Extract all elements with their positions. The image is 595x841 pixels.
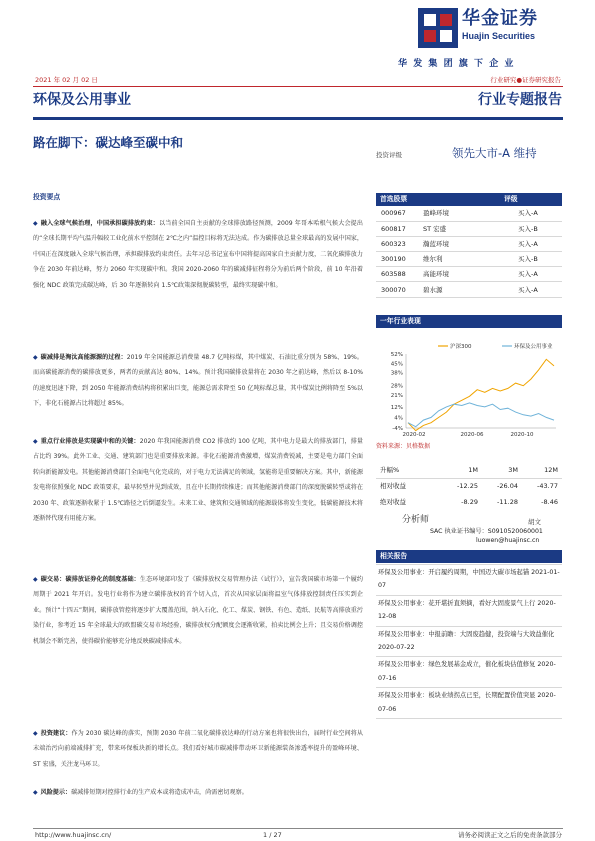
stock-code: 600817 xyxy=(376,221,418,236)
market-section-title: 一年行业表现 xyxy=(380,317,421,325)
table-row[interactable] xyxy=(376,252,562,267)
y-tick-label: -4% xyxy=(392,426,403,432)
related-reports-title: 相关报告 xyxy=(380,552,408,560)
related-reports-header xyxy=(376,550,562,563)
key-point-paragraph xyxy=(33,726,363,772)
key-point-paragraph xyxy=(33,216,363,293)
stock-name: 碧水源 xyxy=(418,282,513,297)
legend-label: 沪深300 xyxy=(450,344,472,350)
page-title: 路在脚下：碳达峰至碳中和 xyxy=(33,135,184,150)
bullet-icon: ◆ xyxy=(33,576,38,583)
disclaimer-note: 请务必阅读正文之后的免责条款部分 xyxy=(458,831,562,839)
key-point-text: 生态环境部印发了《碳排放权交易管理办法（试行）》，宣告我国碳市场第一个履约周期于 2021 年开启。发电行业将作为建立碳排放权的首个切入点，首次从国家层面将温室气体排放控制责任压实到企业。预计“十四五”期间，碳排放管控将逐步扩大覆盖范围，纳入石化、化工、煤炭、钢铁、有色、造纸、民航等高排放重污染行业，参考近 15 年全球最大的欧盟碳交易市场经验，碳排放权分配额度会逐渐收紧，拍卖比例会上升；且交易价格调控机制会不断完善，使得碳价能够充分地反映碳减排成本。 xyxy=(33,576,363,645)
table-row xyxy=(376,478,562,494)
brand-name-en: Huajin Securities xyxy=(462,31,536,41)
cell-value: -12.25 xyxy=(457,482,478,491)
bullet-icon: ◆ xyxy=(33,789,38,796)
key-point-paragraph xyxy=(33,434,363,526)
stock-table-header xyxy=(376,193,562,206)
brand-name-cn: 华金证券 xyxy=(462,8,538,29)
related-report-item[interactable]: 环保及公用事业：绿色发展基金成立，催化板块估值修复 2020-07-16 xyxy=(376,657,562,688)
key-points-title: 投资要点 xyxy=(33,193,61,201)
stock-rating: 买入-B xyxy=(513,252,562,267)
stock-rating: 买入-A xyxy=(513,206,562,221)
bullet-icon: ◆ xyxy=(33,354,38,361)
rating-label: 投资评级 xyxy=(376,151,402,159)
y-tick-label: 21% xyxy=(390,392,403,399)
performance-line-chart xyxy=(376,340,562,440)
stock-code: 300190 xyxy=(376,252,418,267)
key-point-heading: 投资建议： xyxy=(40,730,72,737)
key-point-paragraph xyxy=(33,572,363,649)
report-type: 行业研究●证券研究报告 xyxy=(490,76,561,84)
cell-value: -8.29 xyxy=(461,497,478,506)
table-row xyxy=(376,494,562,510)
bullet-icon: ◆ xyxy=(33,220,38,227)
key-point-text: 碳减排短期对控排行业的生产成本或将造成冲击，尚需密切观察。 xyxy=(71,789,248,796)
stock-name: ST 宏盛 xyxy=(418,221,513,236)
brand-slogan: 华发集团旗下企业 xyxy=(398,59,520,69)
related-reports-list xyxy=(376,564,562,719)
cell-value: -26.04 xyxy=(497,482,518,491)
report-date: 2021 年 02 月 02 日 xyxy=(35,76,98,84)
bullet-icon: ◆ xyxy=(33,438,38,445)
key-point-heading: 风险提示： xyxy=(40,789,72,796)
x-tick-label: 2020-10 xyxy=(510,432,534,438)
legend-label: 环保及公用事业 xyxy=(514,344,553,350)
column-header: 3M xyxy=(508,465,518,474)
y-tick-label: 4% xyxy=(394,415,403,422)
stock-rating: 买入-A xyxy=(513,282,562,297)
related-report-item[interactable]: 环保及公用事业：花开堪折直须摘，看好大固废景气上行 2020-12-08 xyxy=(376,596,562,627)
stock-code: 600323 xyxy=(376,236,418,251)
stock-name: 维尔利 xyxy=(418,252,513,267)
table-row[interactable] xyxy=(376,236,562,251)
bullet-icon: ◆ xyxy=(33,730,38,737)
table-row[interactable] xyxy=(376,282,562,297)
column-header: 升幅% xyxy=(380,465,400,474)
related-report-item[interactable]: 环保及公用事业：中报前瞻：大固废趋健，投资端与大效益催化 2020-07-22 xyxy=(376,627,562,658)
row-label: 相对收益 xyxy=(380,482,406,491)
row-label: 绝对收益 xyxy=(380,497,406,506)
x-tick-label: 2020-06 xyxy=(460,432,484,438)
column-header: 12M xyxy=(544,465,558,474)
key-point-heading: 重点行业排放是实现碳中和的关键： xyxy=(40,438,140,445)
series-line xyxy=(408,359,554,430)
document-type: 行业专题报告 xyxy=(478,92,562,108)
key-point-paragraph xyxy=(33,350,363,412)
stock-rating: 买入-B xyxy=(513,221,562,236)
chart-source: 资料来源：贝格数据 xyxy=(376,443,431,450)
key-point-text: 以当前全国自主贡献的全球排放路径预测，2009 年哥本哈根气候大会提出的“全球长期平均气温升幅较工业化前水平控制在 2℃之内”温控目标将无法达成。作为碳排放总量全球最高的发展中国家，中国正在深度融入全球气候治理，承担碳排放约束责任。去年习总书记宣布中国将提高国家自主贡献力度，二氧化碳排放力争在 2030 年前达峰，努力 2060 年实现碳中和。我国 2020-2060 年的碳减排征程将分为前后两个阶段，前 10 年沿着强化 NDC 政策完成碳达峰，后 30 年逐渐转向 1.5℃政策深彻脱碳转型，最终实现碳中和。 xyxy=(33,220,363,289)
y-tick-label: 38% xyxy=(390,370,403,377)
stock-code: 000967 xyxy=(376,206,418,221)
related-report-item[interactable]: 环保及公用事业：板块业绩拐点已至，长期配置价值突显 2020-07-06 xyxy=(376,688,562,719)
table-row[interactable] xyxy=(376,206,562,221)
table-row[interactable] xyxy=(376,267,562,282)
stock-rating: 买入-A xyxy=(513,267,562,282)
cell-value: -11.28 xyxy=(497,497,518,506)
key-point-text: 作为 2030 碳达峰的落实，预期 2030 年前二氧化碳排放达峰的行动方案也将很快出台，届时行业空间将从末端治污向前端减排扩充，带来环保板块新的增长点。我们看好城市碳减排带动环卫新能源装备渗透率提升的盈峰环境、ST 宏盛，关注龙马环卫。 xyxy=(33,730,364,768)
y-tick-label: 12% xyxy=(390,404,403,411)
stock-name: 瀚蓝环境 xyxy=(418,236,513,251)
key-point-heading: 碳减排是淘汰高能源源的过程： xyxy=(40,354,127,361)
y-tick-label: 28% xyxy=(390,383,403,390)
title-divider xyxy=(33,117,563,120)
footer-url[interactable]: http://www.huajinsc.cn/ xyxy=(35,831,112,839)
huajin-logo-icon xyxy=(418,8,458,48)
key-point-paragraph xyxy=(33,785,363,800)
x-tick-label: 2020-02 xyxy=(402,432,426,438)
y-tick-label: 52% xyxy=(390,352,403,358)
analyst-email[interactable]: luowen@huajinsc.cn xyxy=(476,537,540,544)
stock-code: 300070 xyxy=(376,282,418,297)
stock-header-name: 首选股票 xyxy=(380,195,408,203)
industry-name: 环保及公用事业 xyxy=(33,92,131,108)
stock-table xyxy=(376,206,562,298)
stock-rating: 买入-A xyxy=(513,236,562,251)
analyst-name: 胡文 xyxy=(528,518,541,526)
page-number: 1 / 27 xyxy=(263,831,282,839)
stock-name: 盈峰环境 xyxy=(418,206,513,221)
y-tick-label: 45% xyxy=(390,361,403,368)
table-row[interactable] xyxy=(376,221,562,236)
cell-value: -43.77 xyxy=(537,482,558,491)
key-point-heading: 碳交易：碳排放证券化的制度基础： xyxy=(40,576,140,583)
stock-code: 603588 xyxy=(376,267,418,282)
header-divider xyxy=(33,86,563,87)
analyst-certificate: SAC 执业证书编号：S0910520060001 xyxy=(430,528,543,535)
market-section-header xyxy=(376,315,562,328)
column-header: 1M xyxy=(468,465,478,474)
rating-value: 领先大市-A 维持 xyxy=(452,146,537,160)
performance-table xyxy=(376,462,562,510)
key-point-heading: 融入全球气候治理，中国承担碳排放约束： xyxy=(40,220,159,227)
key-point-text: 2019 年全国能源总消费量 48.7 亿吨标煤，其中煤炭、石油比重分别为 58%、19%。而高碳能源消费的碳排放更多，两者的贡献高达 80%、14%。预计我国碳排放量将在 2030 年之前达峰，然后以 8-10% 的速度迅速下降，到 2050 年能源消费结构将积累出巨变，能源总需求降至 50 亿吨标煤总量，其中煤炭比例将降至 5%以下，非化石能源占比将超过 85%。 xyxy=(33,354,363,408)
stock-name: 高能环境 xyxy=(418,267,513,282)
footer-divider xyxy=(33,828,563,829)
table-header-row xyxy=(376,462,562,478)
related-report-item[interactable]: 环保及公用事业：开启履约周期，中国迈大碳市场起锚 2021-01-07 xyxy=(376,564,562,596)
analyst-role: 分析师 xyxy=(402,515,430,525)
key-point-text: 2020 年我国能源消费 CO2 排放约 100 亿吨，其中电力是最大的排放部门，排量占比约 39%。此外工业、交通、建筑部门也是重要排放来源。非化石能源消费激增，煤炭消费锐减，主要是电力部门全面转向新能源发电。其他能源消费部门全面电气化完成的，对于电力无法满足的领域，氢能将是重要解决方案。其中，新能源发电将依照强化 NDC 政策要求，最早转型并见到成效，且在中长期持续推进；而其他能源消费部门的深度脱碳转型或将在 2030 年、政策逐渐收紧于 1.5℃路径之后倒逼发生。未来工业、建筑和交通领域的能源载体将发生变化，低碳能源技术将逐渐替代现有用能方案。 xyxy=(33,438,363,523)
cell-value: -8.46 xyxy=(541,497,558,506)
stock-header-rating: 评级 xyxy=(504,195,518,203)
